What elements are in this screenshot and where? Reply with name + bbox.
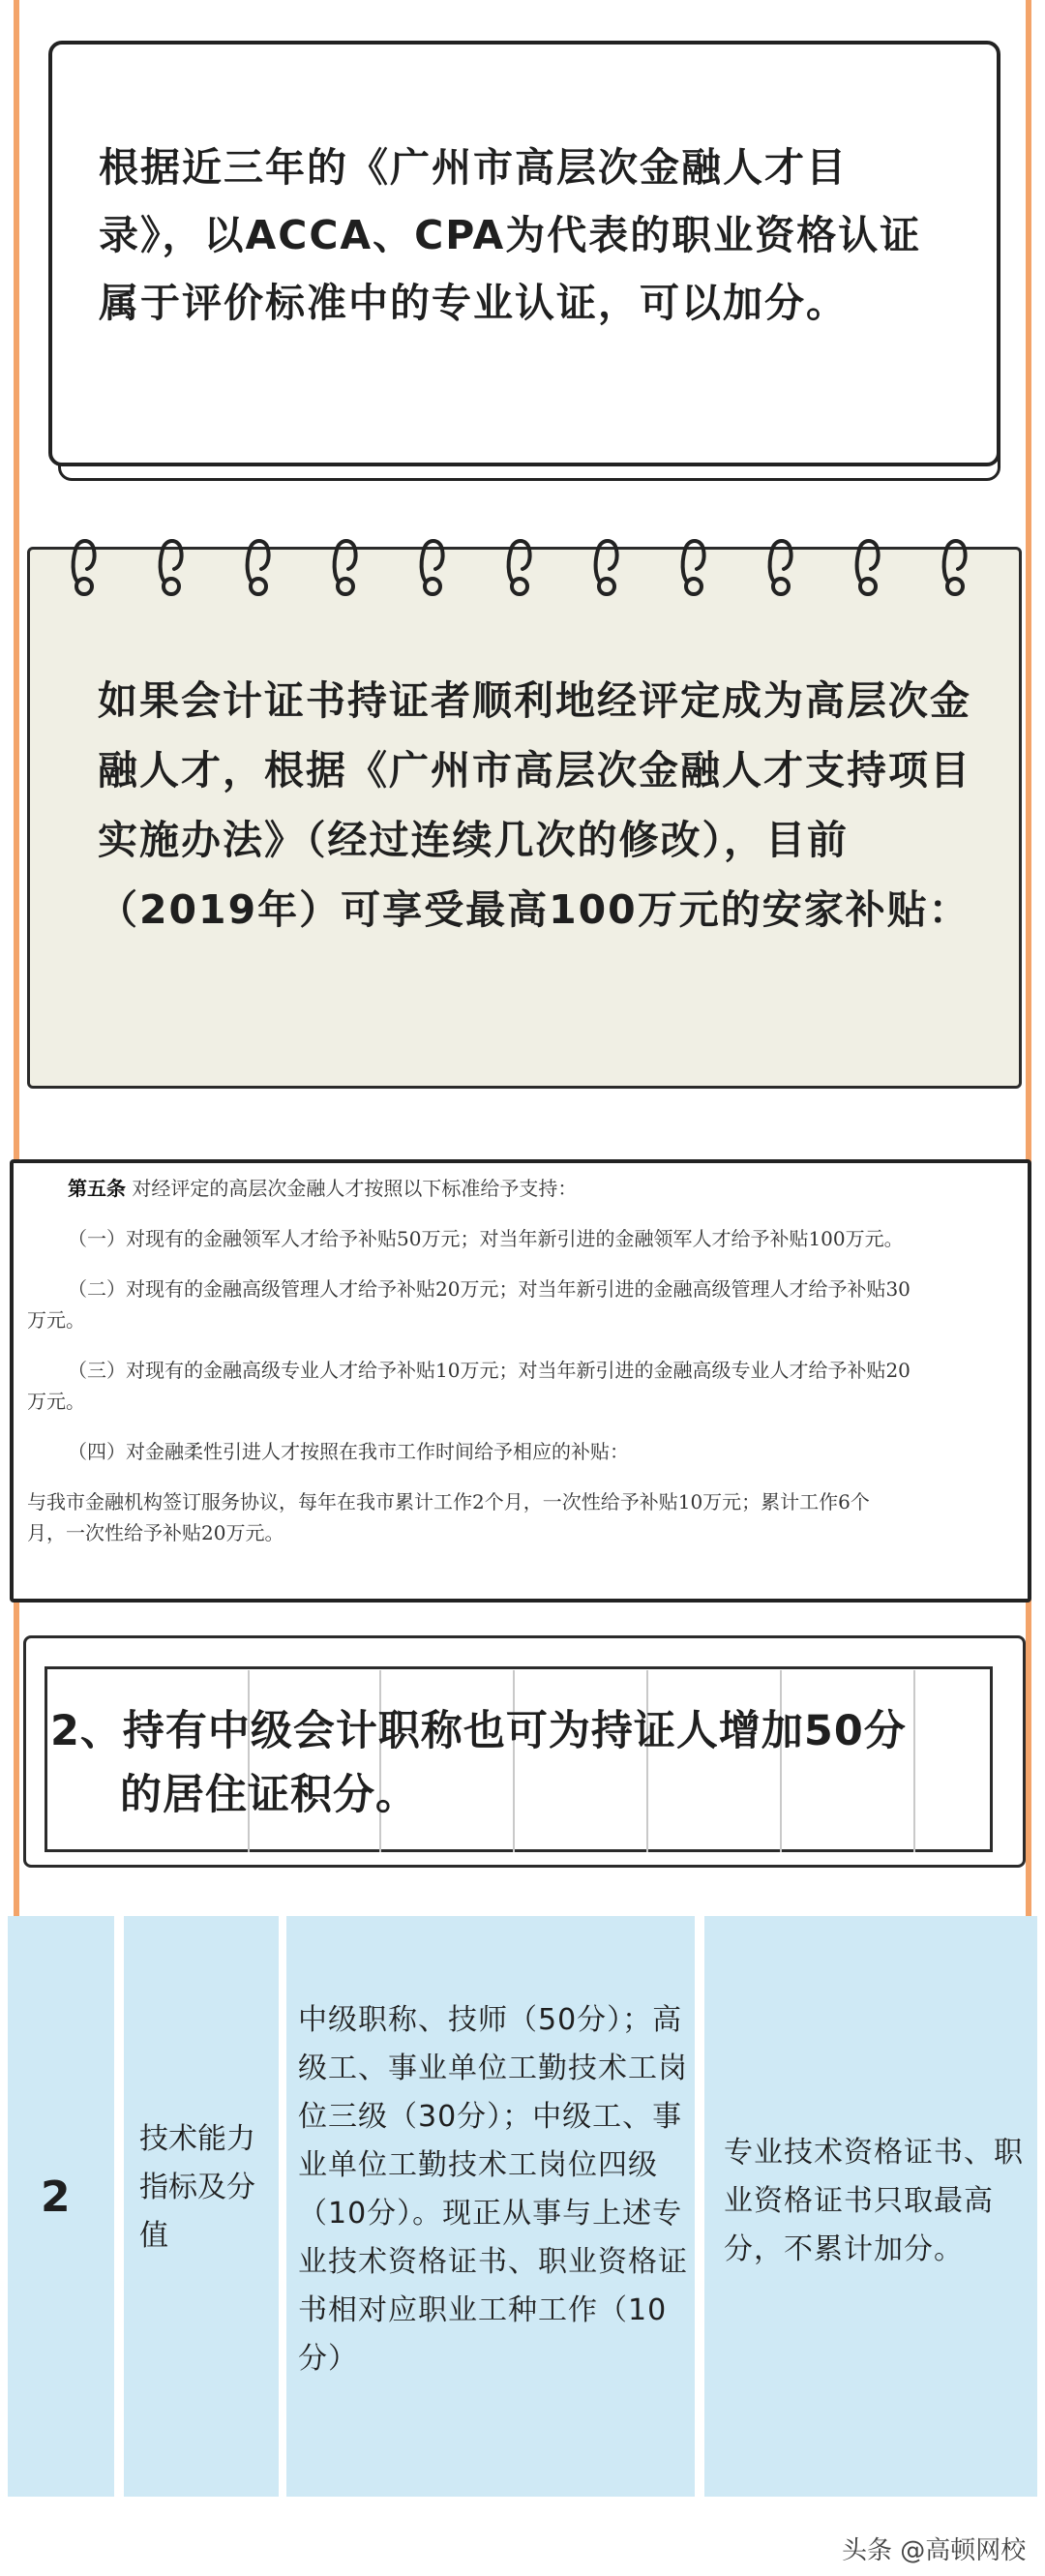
intro-card-text: 根据近三年的《广州市高层次金融人才目录》，以ACCA、CPA为代表的职业资格认证属于评价标准中的专业认证，可以加分。 xyxy=(99,144,922,326)
binder-ring-icon xyxy=(155,530,188,600)
regulation-excerpt xyxy=(10,1159,1031,1603)
article-label: 第五条 xyxy=(68,1177,126,1200)
regulation-item-1: （一）对现有的金融领军人才给予补贴50万元；对当年新引进的金融领军人才给予补贴100万元。 xyxy=(68,1227,904,1250)
highlight-text xyxy=(50,1699,1008,1827)
article-intro: 对经评定的高层次金融人才按照以下标准给予支持： xyxy=(132,1177,578,1200)
regulation-item-2-cont: 万元。 xyxy=(27,1308,85,1332)
binder-ring-icon xyxy=(242,530,275,600)
binder-ring-icon xyxy=(939,530,971,600)
binder-ring-icon xyxy=(590,530,623,600)
intro-card xyxy=(48,41,1000,466)
binder-ring-icon xyxy=(677,530,710,600)
notepad-text: 如果会计证书持证者顺利地经评定成为高层次金融人才，根据《广州市高层次金融人才支持项目实施办法》（经过连续几次的修改），目前（2019年）可享受最高100万元的安家补贴： xyxy=(98,677,971,933)
binder-ring-icon xyxy=(851,530,884,600)
binder-ring-icon xyxy=(68,530,101,600)
table-row-name: 技术能力指标及分值 xyxy=(139,2122,255,2253)
regulation-item-2: （二）对现有的金融高级管理人才给予补贴20万元；对当年新引进的金融高级管理人才给予补贴30 xyxy=(68,1277,911,1301)
binder-ring-icon xyxy=(503,530,536,600)
notepad-card xyxy=(27,547,1022,1089)
footer-watermark: 头条 @高顿网校 xyxy=(842,2536,1027,2565)
binder-ring-icon xyxy=(416,530,449,600)
table-row-description: 中级职称、技师（50分）；高级工、事业单位工勤技术工岗位三级（30分）；中级工、事业单位工勤技术工岗位四级（10分）。现正从事与上述专业技术资格证书、职业资格证书相对应职业工种工作（10分） xyxy=(298,2003,688,2376)
binder-ring-icon xyxy=(329,530,362,600)
left-decorative-rail xyxy=(14,0,19,1945)
regulation-item-3: （三）对现有的金融高级专业人才给予补贴10万元；对当年新引进的金融高级专业人才给予补贴20 xyxy=(68,1359,911,1382)
right-decorative-rail xyxy=(1026,0,1031,1945)
regulation-item-4-detail: 与我市金融机构签订服务协议，每年在我市累计工作2个月，一次性给予补贴10万元；累计工作6个 xyxy=(27,1490,870,1513)
table-row-number: 2 xyxy=(41,2172,71,2222)
regulation-item-3-cont: 万元。 xyxy=(27,1390,85,1413)
highlight-line-1: 2、持有中级会计职称也可为持证人增加50分 xyxy=(50,1707,907,1755)
highlight-line-2: 的居住证积分。 xyxy=(120,1771,418,1819)
binder-ring-icon xyxy=(764,530,797,600)
table-row-note: 专业技术资格证书、职业资格证书只取最高分，不累计加分。 xyxy=(724,2136,1024,2266)
regulation-item-4-detail-cont: 月，一次性给予补贴20万元。 xyxy=(27,1521,284,1544)
regulation-item-4: （四）对金融柔性引进人才按照在我市工作时间给予相应的补贴： xyxy=(68,1440,629,1463)
